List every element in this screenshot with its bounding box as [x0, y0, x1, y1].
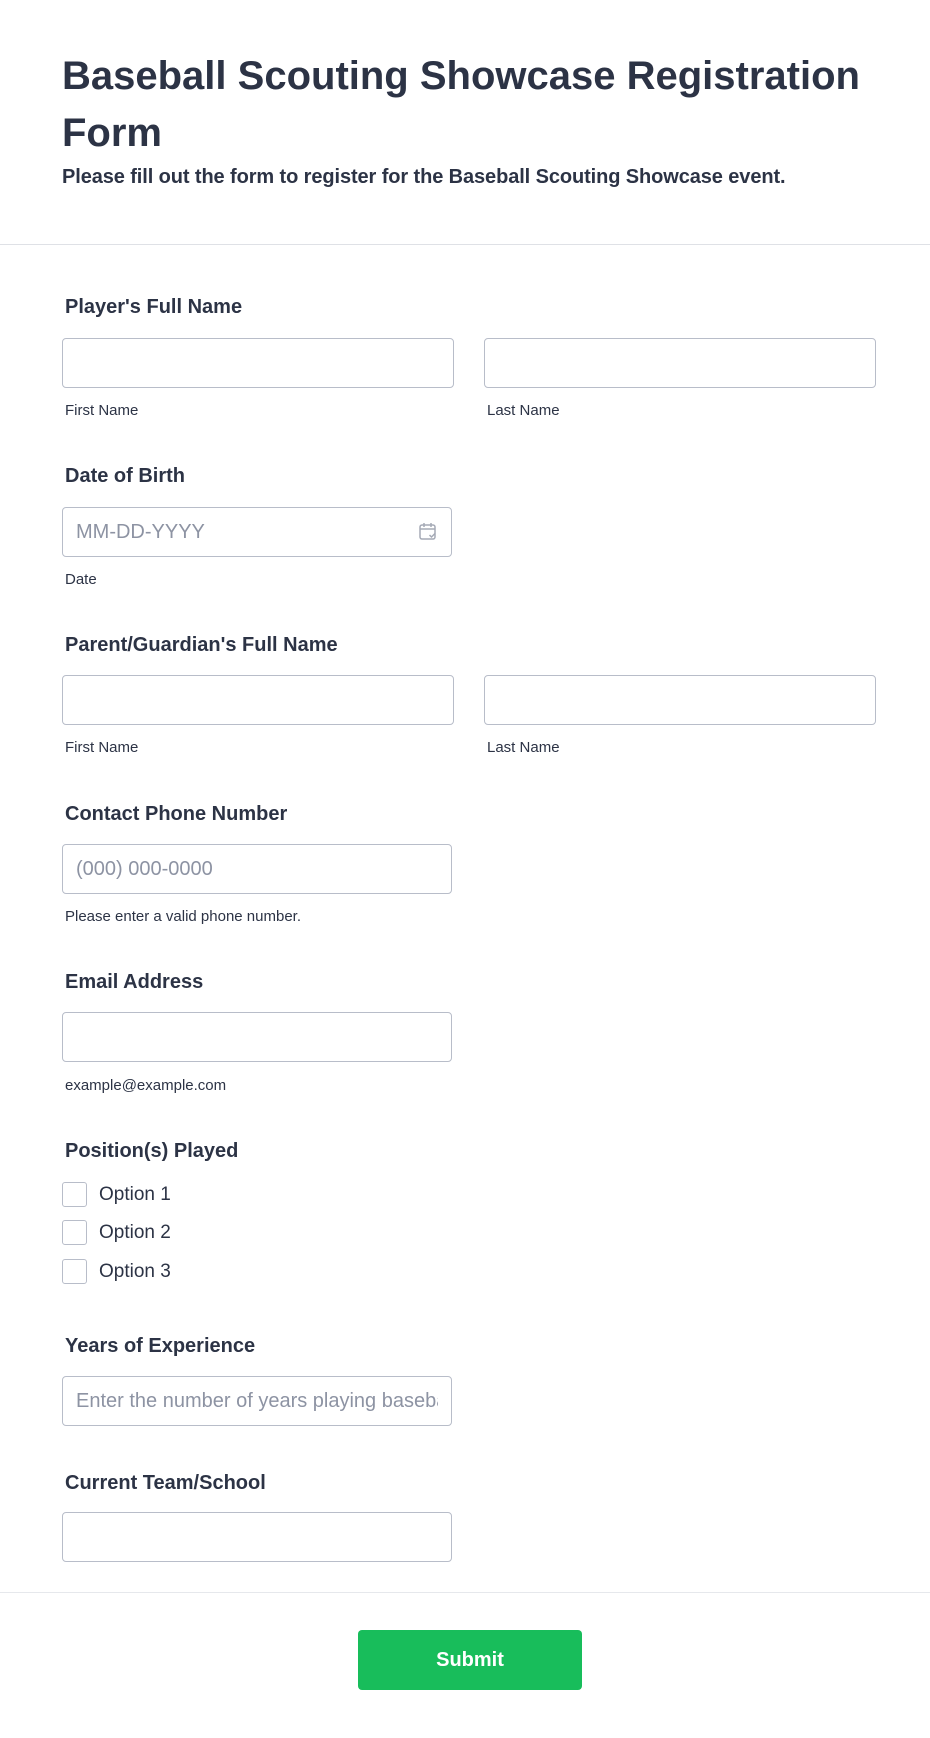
form-header [0, 0, 930, 245]
position-option-3-checkbox[interactable] [62, 1259, 87, 1284]
phone-input[interactable] [62, 844, 452, 894]
dob-input[interactable] [62, 507, 452, 557]
player-name-label: Player's Full Name [65, 296, 243, 318]
footer-divider [0, 1592, 930, 1593]
phone-sublabel: Please enter a valid phone number. [65, 908, 301, 925]
form-title: Baseball Scouting Showcase Registration Form [62, 54, 860, 155]
guardian-first-name-input[interactable] [62, 675, 454, 725]
guardian-last-name-sublabel: Last Name [487, 739, 560, 756]
email-label: Email Address [65, 971, 204, 993]
player-first-name-sublabel: First Name [65, 402, 139, 419]
position-option-1-label[interactable]: Option 1 [99, 1184, 171, 1205]
experience-input[interactable] [62, 1376, 452, 1426]
email-sublabel: example@example.com [65, 1077, 227, 1094]
team-input[interactable] [62, 1512, 452, 1562]
position-option-3-label[interactable]: Option 3 [99, 1261, 171, 1282]
dob-sublabel: Date [65, 571, 97, 588]
player-last-name-input[interactable] [484, 338, 876, 388]
phone-label: Contact Phone Number [65, 803, 288, 825]
calendar-icon[interactable] [417, 520, 439, 542]
guardian-name-label: Parent/Guardian's Full Name [65, 634, 338, 656]
submit-button[interactable]: Submit [358, 1630, 582, 1690]
guardian-first-name-sublabel: First Name [65, 739, 139, 756]
player-last-name-sublabel: Last Name [487, 402, 560, 419]
form-subtitle: Please fill out the form to register for the Baseball Scouting Showcase event. [62, 166, 786, 188]
position-option-1-checkbox[interactable] [62, 1182, 87, 1207]
position-option-2-checkbox[interactable] [62, 1220, 87, 1245]
guardian-last-name-input[interactable] [484, 675, 876, 725]
email-input[interactable] [62, 1012, 452, 1062]
position-option-2-label[interactable]: Option 2 [99, 1222, 171, 1243]
dob-label: Date of Birth [65, 465, 185, 487]
team-label: Current Team/School [65, 1472, 266, 1494]
experience-label: Years of Experience [65, 1335, 256, 1357]
positions-label: Position(s) Played [65, 1140, 239, 1162]
player-first-name-input[interactable] [62, 338, 454, 388]
